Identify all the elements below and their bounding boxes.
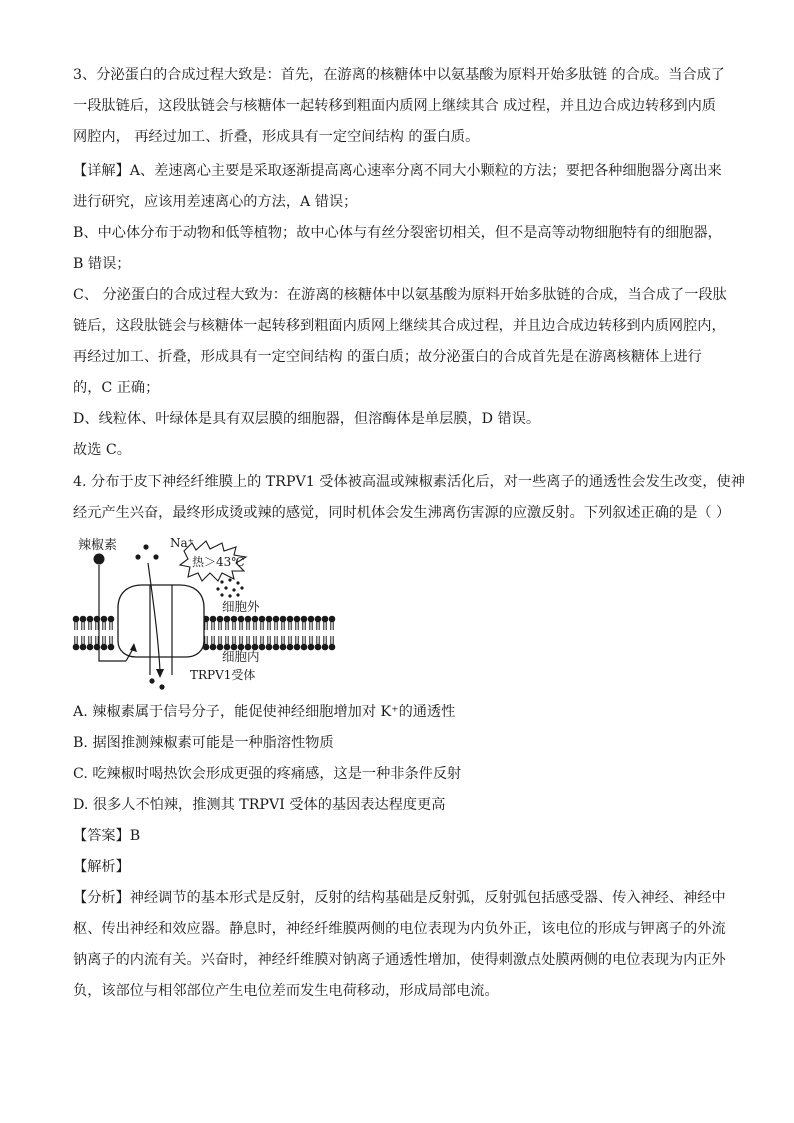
- na-ion: [135, 554, 140, 559]
- option-b: B. 据图推测辣椒素可能是一种脂溶性物质: [73, 735, 334, 751]
- text-line: 一段肽链后，这段肽链会与核糖体一起转移到粗面内质网上继续其合 成过程，并且边合成边转移到内质: [73, 98, 716, 114]
- na-ion: [149, 678, 154, 683]
- answer-line: [73, 821, 140, 852]
- text-line: 经元产生兴奋，最终形成烫或辣的感觉，同时机体会发生沸离伤害源的应激反射。下列叙述正确的是（ ）: [73, 505, 731, 521]
- heat-particles: [216, 578, 243, 597]
- detail-a: [73, 156, 723, 218]
- trpv1-diagram: [72, 533, 342, 693]
- na-ion: [143, 544, 148, 549]
- text-line: 钠离子的内流有关。兴奋时，神经纤维膜对钠离子通透性增加，使得刺激点处膜两侧的电位表现为内正外: [73, 952, 726, 968]
- label-trpv1-receptor: TRPV1受体: [190, 668, 256, 682]
- text-line: 链后，这段肽链会与核糖体一起转移到粗面内质网上继续其合成过程，并且边合成边转移到内质网腔内，: [73, 318, 726, 334]
- text-line: 3、分泌蛋白的合成过程大致是：首先，在游离的核糖体中以氨基酸为原料开始多肽链 的合成。当合成了: [73, 67, 725, 83]
- option-c: C. 吃辣椒时喝热饮会形成更强的疼痛感，这是一种非条件反射: [73, 766, 462, 782]
- section-3-text: [73, 60, 723, 153]
- na-ion: [153, 554, 158, 559]
- detail-b: [73, 218, 723, 280]
- answer-value: B: [129, 828, 141, 844]
- label-na: Na⁺: [170, 536, 194, 550]
- label-inside: 细胞内: [222, 649, 260, 664]
- trpv1-channel: [118, 585, 204, 657]
- trpv1-figure: [72, 533, 342, 693]
- text-line: B、中心体分布于动物和低等植物；故中心体与有丝分裂密切相关，但不是高等动物细胞特有的细胞器，: [73, 225, 722, 241]
- text-line: 负，该部位与相邻部位产生电位差而发生电荷移动，形成局部电流。: [73, 983, 499, 999]
- text-line: 再经过加工、折叠，形成具有一定空间结构 的蛋白质；故分泌蛋白的合成首先是在游离核糖体上进行: [73, 349, 702, 365]
- text-line: C、 分泌蛋白的合成过程大致为：在游离的核糖体中以氨基酸为原料开始多肽链的合成，当合成了一段肽: [73, 287, 727, 303]
- na-ion: [159, 684, 164, 689]
- analysis-tag: 【解析】: [73, 859, 130, 875]
- detail-d: [73, 404, 723, 435]
- text-line: D、线粒体、叶绿体是具有双层膜的细胞器，但溶酶体是单层膜，D 错误。: [73, 411, 541, 427]
- option-d: D. 很多人不怕辣，推测其 TRPVI 受体的基因表达程度更高: [73, 797, 446, 813]
- text-line: 的，C 正确；: [73, 380, 160, 396]
- capsaicin-molecule: [94, 554, 105, 565]
- text-line: 4. 分布于皮下神经纤维膜上的 TRPV1 受体被高温或辣椒素活化后，对一些离子的通透性会发生改变，使神: [73, 474, 745, 490]
- label-outside: 细胞外: [222, 599, 260, 614]
- text-line: 故选 C。: [73, 442, 131, 458]
- text-line: 进行研究，应该用差速离心的方法，A 错误；: [73, 194, 358, 210]
- option-a: A. 辣椒素属于信号分子，能促使神经细胞增加对 K⁺的通透性: [73, 704, 456, 720]
- text-line: 网腔内， 再经过加工、折叠，形成具有一定空间结构 的蛋白质。: [73, 129, 480, 145]
- label-capsaicin: 辣椒素: [78, 538, 118, 553]
- detail-conclusion: [73, 435, 723, 466]
- text-line: 枢、传出神经和效应器。静息时，神经纤维膜两侧的电位表现为内负外正，该电位的形成与钾离子的外流: [73, 921, 726, 937]
- label-heat: 热＞43℃: [192, 555, 245, 569]
- answer-tag: 【答案】: [73, 828, 130, 844]
- text-line: B 错误；: [73, 256, 131, 272]
- analysis-text: [73, 883, 726, 1007]
- text-line: 【详解】A、差速离心主要是采取逐渐提高离心速率分离不同大小颗粒的方法；要把各种细胞器分离出来: [73, 163, 722, 179]
- question-4-stem: [73, 467, 745, 529]
- detail-c: [73, 280, 727, 404]
- text-line: 【分析】神经调节的基本形式是反射，反射的结构基础是反射弧，反射弧包括感受器、传入神经、神经中: [73, 890, 726, 906]
